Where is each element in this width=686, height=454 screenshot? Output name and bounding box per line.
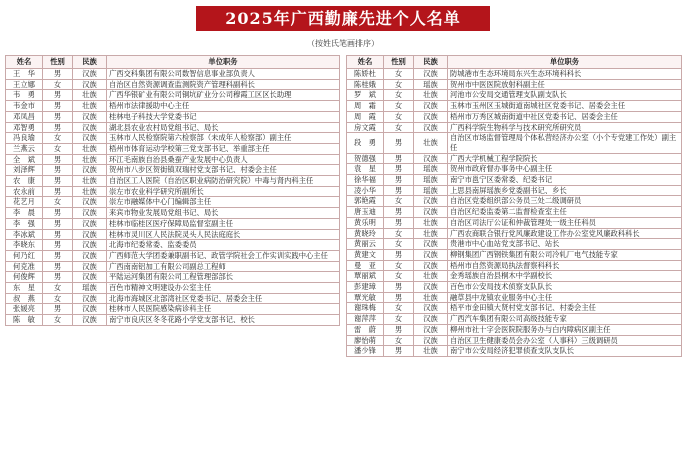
cell-ethnicity: 汉族: [414, 101, 448, 112]
table-row: [6, 250, 340, 261]
cell-position: 湖北县农业农村局党组书记、局长: [107, 122, 340, 133]
cell-position: 北海市纪委常委、监委委员: [107, 240, 340, 251]
header-name: 姓名: [6, 56, 43, 69]
cell-ethnicity: 汉族: [414, 153, 448, 164]
cell-ethnicity: 汉族: [414, 260, 448, 271]
cell-name: 雷 蔚: [347, 324, 384, 335]
cell-ethnicity: 汉族: [414, 303, 448, 314]
table-row: [6, 90, 340, 101]
table-row: [6, 143, 340, 154]
cell-position: 南宁市良庆区冬冬花路小学党支部书记、校长: [107, 315, 340, 326]
cell-name: 覃丽斌: [347, 271, 384, 282]
cell-ethnicity: 壮族: [73, 186, 107, 197]
cell-name: 徐华福: [347, 175, 384, 186]
cell-position: 广西师范大学团委兼职副书记、政管学院社会工作实训实践中心主任: [107, 250, 340, 261]
cell-ethnicity: 瑶族: [73, 283, 107, 294]
page-title: 2025年广西勤廉先进个人名单: [225, 9, 461, 28]
table-row: [347, 324, 682, 335]
cell-ethnicity: 壮族: [414, 346, 448, 357]
table-row: [347, 335, 682, 346]
page-subtitle: （按姓氏笔画排序）: [307, 39, 379, 48]
table-row: [6, 229, 340, 240]
table-row: [6, 165, 340, 176]
table-row: [347, 271, 682, 282]
cell-ethnicity: 瑶族: [414, 164, 448, 175]
cell-position: 自治区工人医院（自治区职业病防治研究院）中毒与肾内科主任: [107, 176, 340, 187]
cell-position: 平陆运河集团有限公司工程管理部部长: [107, 272, 340, 283]
cell-position: 梧州市万秀区城南街道中社区党委书记、居委会主任: [448, 111, 682, 122]
table-row: [6, 218, 340, 229]
cell-position: 广西大学机械工程学院院长: [448, 153, 682, 164]
cell-ethnicity: 汉族: [414, 335, 448, 346]
table-row: [6, 293, 340, 304]
roster-table-left: [5, 55, 340, 326]
cell-name: 贺德强: [347, 153, 384, 164]
cell-gender: 女: [43, 283, 73, 294]
cell-ethnicity: 壮族: [73, 90, 107, 101]
cell-ethnicity: 汉族: [414, 122, 448, 133]
cell-name: 全 斌: [6, 154, 43, 165]
cell-ethnicity: 汉族: [73, 79, 107, 90]
cell-ethnicity: 汉族: [73, 272, 107, 283]
cell-position: 梧州市自然资源局执法督察科科长: [448, 260, 682, 271]
cell-name: 唐玉迪: [347, 207, 384, 218]
table-header-row: [347, 56, 682, 69]
cell-position: 自治区党委组织部公务员三处二级调研员: [448, 196, 682, 207]
cell-gender: 女: [43, 79, 73, 90]
table-row: [347, 111, 682, 122]
roster-body-right: [347, 69, 682, 357]
cell-ethnicity: 汉族: [414, 239, 448, 250]
cell-name: 陈 敏: [6, 315, 43, 326]
cell-gender: 男: [384, 175, 414, 186]
cell-position: 柳州市社十字会医院院服务办与白内障病区副主任: [448, 324, 682, 335]
table-row: [347, 303, 682, 314]
table-row: [6, 240, 340, 251]
cell-ethnicity: 汉族: [73, 197, 107, 208]
cell-name: 李 晨: [6, 208, 43, 219]
table-row: [6, 154, 340, 165]
table-row: [6, 272, 340, 283]
cell-gender: 女: [384, 314, 414, 325]
cell-gender: 男: [43, 186, 73, 197]
roster-body-left: [6, 69, 340, 326]
cell-position: 广西南南铝加工有限公司副总工程师: [107, 261, 340, 272]
table-row: [6, 111, 340, 122]
table-header-row: [6, 56, 340, 69]
table-row: [347, 239, 682, 250]
table-row: [6, 69, 340, 80]
cell-position: 广西汽车集团有限公司高级技能专家: [448, 314, 682, 325]
cell-ethnicity: 汉族: [414, 111, 448, 122]
cell-name: 陈娇杜: [347, 69, 384, 80]
cell-ethnicity: 汉族: [73, 229, 107, 240]
cell-gender: 女: [384, 239, 414, 250]
cell-position: 来宾市物业发展局党组书记、局长: [107, 208, 340, 219]
cell-name: 冯良瑜: [6, 133, 43, 144]
roster-table-right: [346, 55, 682, 357]
table-row: [347, 217, 682, 228]
cell-position: 贺州市中医医院放射科副主任: [448, 79, 682, 90]
table-row: [6, 122, 340, 133]
header-position: 单位职务: [448, 56, 682, 69]
table-row: [347, 228, 682, 239]
cell-ethnicity: 汉族: [73, 261, 107, 272]
header-name: 姓名: [347, 56, 384, 69]
cell-name: 黄建文: [347, 249, 384, 260]
cell-position: 百色市精神文明建设办公室主任: [107, 283, 340, 294]
cell-name: 农 康: [6, 176, 43, 187]
cell-ethnicity: 瑶族: [414, 175, 448, 186]
cell-position: 贺州市政府督办事务中心副主任: [448, 164, 682, 175]
cell-gender: 女: [384, 335, 414, 346]
table-row: [347, 133, 682, 153]
cell-gender: 男: [43, 111, 73, 122]
cell-name: 郭艳霞: [347, 196, 384, 207]
cell-gender: 男: [384, 292, 414, 303]
cell-ethnicity: 汉族: [414, 196, 448, 207]
cell-gender: 男: [384, 249, 414, 260]
cell-ethnicity: 汉族: [414, 282, 448, 293]
cell-ethnicity: 壮族: [73, 143, 107, 154]
cell-name: 潘少锋: [347, 346, 384, 357]
cell-position: 广西科学院生物科学与技术研究所研究员: [448, 122, 682, 133]
cell-name: 曼 亚: [347, 260, 384, 271]
header-position: 单位职务: [107, 56, 340, 69]
cell-name: 黄丽云: [347, 239, 384, 250]
cell-ethnicity: 汉族: [73, 165, 107, 176]
page-title-banner: [196, 6, 490, 31]
cell-gender: 男: [384, 164, 414, 175]
cell-gender: 男: [43, 229, 73, 240]
cell-name: 黄晓玲: [347, 228, 384, 239]
cell-name: 段 勇: [347, 133, 384, 153]
cell-ethnicity: 汉族: [73, 293, 107, 304]
table-row: [347, 292, 682, 303]
cell-gender: 女: [384, 122, 414, 133]
table-row: [347, 260, 682, 271]
cell-name: 韦 勇: [6, 90, 43, 101]
cell-gender: 女: [43, 293, 73, 304]
cell-gender: 男: [384, 217, 414, 228]
cell-position: 环江毛南族自治县桑蚕产业发展中心负责人: [107, 154, 340, 165]
cell-position: 自治区市场监督管理局个体私营经济办公室（小个专党建工作处）副主任: [448, 133, 682, 153]
table-row: [6, 315, 340, 326]
cell-gender: 女: [384, 111, 414, 122]
cell-ethnicity: 汉族: [414, 314, 448, 325]
cell-position: 北海市海城区北部湾社区党委书记、居委会主任: [107, 293, 340, 304]
cell-name: 廖怡萌: [347, 335, 384, 346]
cell-name: 王 华: [6, 69, 43, 80]
table-row: [347, 314, 682, 325]
cell-gender: 男: [43, 154, 73, 165]
cell-position: 贵港市中心血站党支部书记、站长: [448, 239, 682, 250]
cell-position: 金秀瑶族自治县桐木中学副校长: [448, 271, 682, 282]
cell-name: 周 霞: [347, 111, 384, 122]
cell-name: 何克准: [6, 261, 43, 272]
cell-position: 百色市公安局技术侦察支队队长: [448, 282, 682, 293]
header-ethnicity: 民族: [73, 56, 107, 69]
header-ethnicity: 民族: [414, 56, 448, 69]
table-row: [347, 69, 682, 80]
cell-position: 玉林市人民检察院第六检察部（未成年人检察部）副主任: [107, 133, 340, 144]
cell-name: 花艺月: [6, 197, 43, 208]
cell-gender: 女: [384, 69, 414, 80]
cell-name: 罗 斌: [347, 90, 384, 101]
cell-position: 崇左市农业科学研究所副所长: [107, 186, 340, 197]
cell-gender: 女: [384, 271, 414, 282]
table-row: [347, 79, 682, 90]
table-row: [6, 261, 340, 272]
cell-gender: 男: [43, 261, 73, 272]
table-row: [6, 283, 340, 294]
cell-gender: 男: [43, 122, 73, 133]
cell-position: 崇左市融媒体中心门编辑部主任: [107, 197, 340, 208]
cell-gender: 男: [384, 133, 414, 153]
cell-position: 防城港市生态环境局东兴生态环境科科长: [448, 69, 682, 80]
cell-name: 谢萍萍: [347, 314, 384, 325]
cell-ethnicity: 壮族: [414, 271, 448, 282]
cell-gender: 男: [384, 153, 414, 164]
cell-ethnicity: 壮族: [414, 292, 448, 303]
cell-position: 自治区自然资源调查监测院资产管理科副科长: [107, 79, 340, 90]
cell-gender: 女: [43, 315, 73, 326]
cell-name: 叔 燕: [6, 293, 43, 304]
cell-position: 梧州市体育运动学校第三党支部书记、举重部主任: [107, 143, 340, 154]
cell-ethnicity: 汉族: [73, 240, 107, 251]
cell-ethnicity: 汉族: [73, 208, 107, 219]
cell-position: 自治区卫生健康委员会办公室（人事科）三级调研员: [448, 335, 682, 346]
cell-name: 李晓东: [6, 240, 43, 251]
cell-gender: 女: [384, 79, 414, 90]
cell-ethnicity: 壮族: [414, 90, 448, 101]
cell-name: 兰燕云: [6, 143, 43, 154]
cell-name: 韦金市: [6, 101, 43, 112]
cell-gender: 女: [384, 303, 414, 314]
cell-position: 广西交科集团有限公司数智信息事业部负责人: [107, 69, 340, 80]
cell-position: 柳钢集团广西钢铁集团有限公司冷轧厂电气技能专家: [448, 249, 682, 260]
table-row: [347, 185, 682, 196]
cell-gender: 男: [43, 165, 73, 176]
table-row: [347, 90, 682, 101]
cell-name: 房文霞: [347, 122, 384, 133]
table-row: [347, 196, 682, 207]
table-row: [6, 197, 340, 208]
cell-ethnicity: 壮族: [73, 101, 107, 112]
cell-position: 梧平市金田镇大贤村党支部书记、村委会主任: [448, 303, 682, 314]
cell-name: 周 霜: [347, 101, 384, 112]
header-gender: 性别: [384, 56, 414, 69]
cell-position: 广西农商联合银行党风廉政建设工作办公室党风廉政科科长: [448, 228, 682, 239]
cell-position: 广西华银矿业有限公司铜坑矿业分公司穆霞工区区长助理: [107, 90, 340, 101]
cell-name: 农永前: [6, 186, 43, 197]
cell-ethnicity: 壮族: [73, 154, 107, 165]
cell-position: 桂林市灵川区人民法院灵头人民法庭庭长: [107, 229, 340, 240]
cell-position: 梧州市法律援助中心主任: [107, 101, 340, 112]
cell-name: 东 星: [6, 283, 43, 294]
cell-ethnicity: 汉族: [73, 69, 107, 80]
cell-gender: 男: [43, 272, 73, 283]
cell-position: 桂林电子科技大学党委书记: [107, 111, 340, 122]
header-gender: 性别: [43, 56, 73, 69]
cell-name: 李 强: [6, 218, 43, 229]
table-row: [6, 208, 340, 219]
cell-gender: 男: [43, 101, 73, 112]
cell-name: 邓凤昌: [6, 111, 43, 122]
cell-name: 刘泽辉: [6, 165, 43, 176]
table-row: [347, 101, 682, 112]
table-row: [6, 101, 340, 112]
cell-position: 自治区纪委监委第二监督检查室主任: [448, 207, 682, 218]
cell-gender: 男: [384, 207, 414, 218]
cell-ethnicity: 汉族: [414, 69, 448, 80]
cell-gender: 男: [384, 324, 414, 335]
cell-name: 谢珠梅: [347, 303, 384, 314]
table-row: [347, 175, 682, 186]
cell-gender: 女: [384, 90, 414, 101]
cell-gender: 女: [384, 228, 414, 239]
cell-gender: 男: [43, 176, 73, 187]
cell-ethnicity: 汉族: [73, 122, 107, 133]
cell-ethnicity: 汉族: [73, 218, 107, 229]
cell-gender: 女: [384, 196, 414, 207]
table-row: [347, 346, 682, 357]
cell-name: 陈桂娥: [347, 79, 384, 90]
cell-gender: 男: [384, 185, 414, 196]
cell-ethnicity: 壮族: [414, 228, 448, 239]
cell-ethnicity: 汉族: [73, 315, 107, 326]
cell-name: 凌小华: [347, 185, 384, 196]
cell-ethnicity: 汉族: [414, 324, 448, 335]
cell-gender: 男: [43, 208, 73, 219]
cell-position: 南宁市邕宁区委常委、纪委书记: [448, 175, 682, 186]
cell-gender: 男: [43, 90, 73, 101]
cell-position: 河池市公安局交通管理支队副支队长: [448, 90, 682, 101]
cell-gender: 女: [384, 101, 414, 112]
cell-position: 贺州市八步区贺街镇双瑞村党支部书记、村委会主任: [107, 165, 340, 176]
cell-ethnicity: 瑶族: [414, 79, 448, 90]
cell-ethnicity: 汉族: [73, 111, 107, 122]
cell-position: 桂林市临桂区医疗保障局监督室副主任: [107, 218, 340, 229]
table-row: [6, 133, 340, 144]
cell-ethnicity: 壮族: [414, 217, 448, 228]
cell-gender: 女: [384, 260, 414, 271]
table-row: [347, 122, 682, 133]
cell-position: 融草县中龙镇农业服务中心主任: [448, 292, 682, 303]
table-row: [347, 282, 682, 293]
cell-gender: 男: [384, 282, 414, 293]
cell-name: 袁 星: [347, 164, 384, 175]
cell-gender: 男: [43, 240, 73, 251]
cell-name: 黄乐明: [347, 217, 384, 228]
cell-ethnicity: 汉族: [73, 304, 107, 315]
cell-ethnicity: 汉族: [414, 249, 448, 260]
cell-position: 自治区司法厅公证和仲裁管理处一级主任科员: [448, 217, 682, 228]
table-row: [347, 207, 682, 218]
cell-name: 王立娜: [6, 79, 43, 90]
cell-position: 桂林市人民医院感染病诊科主任: [107, 304, 340, 315]
cell-ethnicity: 汉族: [73, 250, 107, 261]
cell-gender: 男: [43, 304, 73, 315]
cell-name: 邓智勇: [6, 122, 43, 133]
cell-gender: 女: [43, 133, 73, 144]
table-row: [6, 186, 340, 197]
cell-position: 南宁市公安局经济犯罪侦查支队支队长: [448, 346, 682, 357]
cell-name: 张媛亮: [6, 304, 43, 315]
cell-gender: 女: [43, 197, 73, 208]
cell-name: 覃光敏: [347, 292, 384, 303]
cell-name: 何俊辉: [6, 272, 43, 283]
cell-ethnicity: 壮族: [73, 176, 107, 187]
cell-gender: 男: [384, 346, 414, 357]
cell-name: 李冰斌: [6, 229, 43, 240]
cell-gender: 男: [43, 69, 73, 80]
table-row: [347, 153, 682, 164]
cell-gender: 男: [43, 250, 73, 261]
table-row: [6, 304, 340, 315]
cell-gender: 男: [43, 218, 73, 229]
cell-ethnicity: 瑶族: [414, 185, 448, 196]
cell-ethnicity: 汉族: [73, 133, 107, 144]
cell-position: 玉林市玉州区玉城街道南城社区党委书记、居委会主任: [448, 101, 682, 112]
cell-name: 何乃红: [6, 250, 43, 261]
cell-gender: 女: [43, 143, 73, 154]
table-row: [347, 164, 682, 175]
cell-ethnicity: 壮族: [414, 133, 448, 153]
table-row: [347, 249, 682, 260]
cell-position: 上思县南屏瑶族乡党委副书记、乡长: [448, 185, 682, 196]
table-row: [6, 79, 340, 90]
cell-name: 彭建璋: [347, 282, 384, 293]
cell-ethnicity: 汉族: [414, 207, 448, 218]
table-row: [6, 176, 340, 187]
